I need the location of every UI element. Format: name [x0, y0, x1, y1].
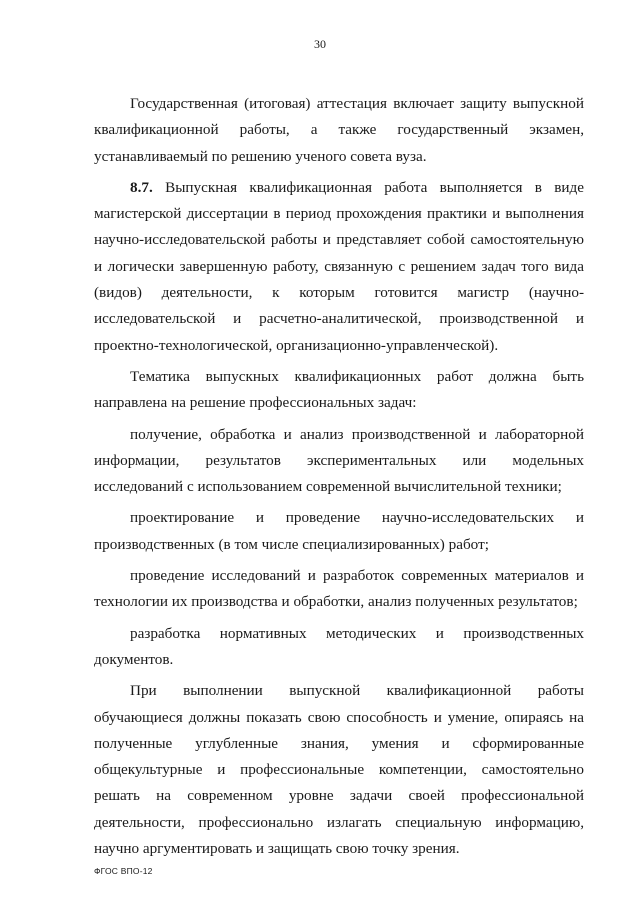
- section-number: 8.7.: [130, 178, 153, 196]
- page-body: [94, 91, 584, 867]
- paragraph-text: При выполнении выпускной квалификационной работы обучающиеся должны показать свою способность и умение, опираясь на полученные углубленные знания, умения и сформированные общекультурные и профессиональные компетенции, самостоятельно решать на современном уровне задачи своей профессиональной деятельности, профессионально излагать специальную информацию, научно аргументировать и защищать свою точку зрения.: [94, 682, 584, 858]
- paragraph-thesis-requirements: [94, 678, 584, 862]
- page-footer: ФГОС ВПО-12: [94, 866, 153, 876]
- page-number: 30: [314, 37, 326, 51]
- paragraph-text: проведение исследований и разработок современных материалов и технологии их производства и обработки, анализ полученных результатов;: [94, 567, 584, 611]
- list-item-data-processing: [94, 422, 584, 501]
- paragraph-text: получение, обработка и анализ производственной и лабораторной информации, результатов экспериментальных или модельных исследований с использованием современной вычислительной техники;: [94, 425, 584, 496]
- paragraph-text: разработка нормативных методических и производственных документов.: [94, 624, 584, 668]
- paragraph-text: Тематика выпускных квалификационных работ должна быть направлена на решение профессиональных задач:: [94, 367, 584, 412]
- paragraph-text: Государственная (итоговая) аттестация включает защиту выпускной квалификационной работы, а также государственный экзамен, устанавливаемый по решению ученого совета вуза.: [94, 95, 584, 165]
- paragraph-text: проектирование и проведение научно-исследовательских и производственных (в том числе специализированных) работ;: [94, 509, 584, 553]
- paragraph-section-8-7: [94, 175, 584, 359]
- list-item-materials-research: [94, 563, 584, 616]
- paragraph-text: Выпускная квалификационная работа выполняется в виде магистерской диссертации в период прохождения практики и выполнения научно-исследовательской работы и представляет собой самостоятельную и логически завершенную работу, связанную с решением задач того вида (видов) деятельности, к которым готовится магистр (научно-исследовательской и расчетно-аналитической, производственной и проектно-технологической, организационно-управленческой).: [94, 178, 584, 354]
- list-item-documents: [94, 621, 584, 674]
- paragraph-attestation: [94, 91, 584, 170]
- list-item-design-research: [94, 505, 584, 558]
- paragraph-thesis-topics: [94, 364, 584, 417]
